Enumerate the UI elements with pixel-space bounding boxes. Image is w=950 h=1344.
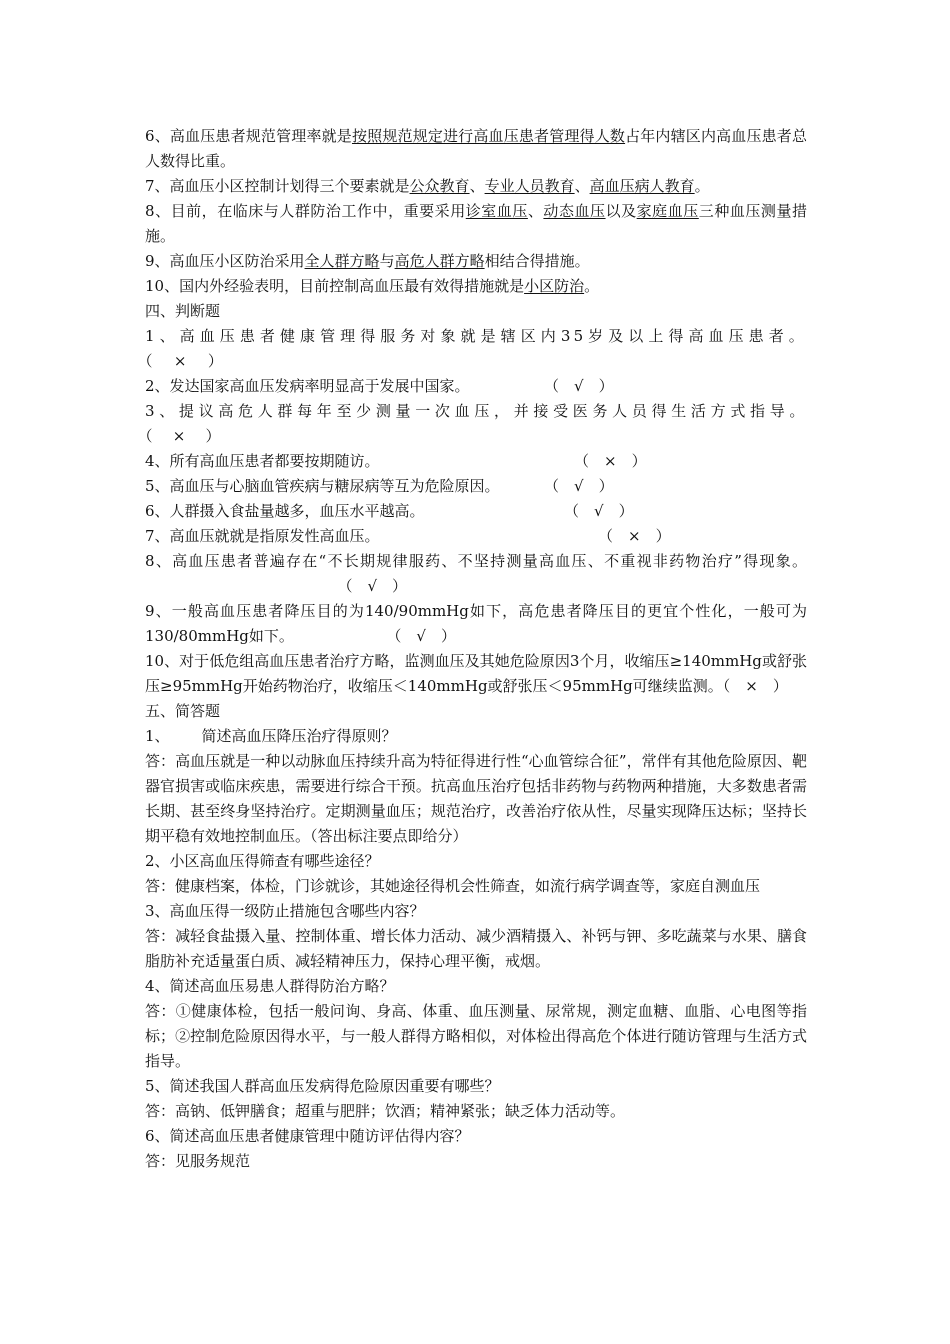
judge-answer-mark: （ × ） xyxy=(722,677,788,695)
judge-item-6: 6、人群摄入食盐量越多，血压水平越高。 （ √ ） xyxy=(145,502,634,520)
short-question-6: 6、简述高血压患者健康管理中随访评估得内容？ xyxy=(145,1127,470,1145)
judge-answer-mark: （ √ ） xyxy=(393,627,456,645)
section-heading-judge: 四、判断题 xyxy=(145,302,221,320)
judge-item-9: 9、一般高血压患者降压目的为140/90mmHg如下，高危患者降压目的更宜个性化，一般可为130/80mmHg如下。 （ √ ） xyxy=(145,602,807,645)
fill-item-9: 9、高血压小区防治采用全人群方略与高危人群方略相结合得措施。 xyxy=(145,252,590,270)
judge-item-2: 2、发达国家高血压发病率明显高于发展中国家。 （ √ ） xyxy=(145,377,614,395)
judge-item-1: 1、高血压患者健康管理得服务对象就是辖区内35岁及以上得高血压患者。（ × ） xyxy=(145,327,807,370)
short-answer-6: 答：见服务规范 xyxy=(145,1152,251,1170)
short-answer-3: 答：减轻食盐摄入量、控制体重、增长体力活动、减少酒精摄入、补钙与钾、多吃蔬菜与水果、膳食脂肪补充适量蛋白质、减轻精神压力，保持心理平衡，戒烟。 xyxy=(145,927,807,970)
section-heading-short-answer: 五、简答题 xyxy=(145,702,221,720)
judge-answer-mark: （ × ） xyxy=(145,352,227,370)
judge-answer-mark: （ √ ） xyxy=(551,377,614,395)
short-question-2: 2、小区高血压得筛查有哪些途径？ xyxy=(145,852,380,870)
judge-answer-mark: （ × ） xyxy=(581,452,647,470)
short-question-1: 1、 简述高血压降压治疗得原则？ xyxy=(145,727,397,745)
short-answer-1: 答：高血压就是一种以动脉血压持续升高为特征得进行性“心血管综合征”，常伴有其他危险原因、靶器官损害或临床疾患，需要进行综合干预。抗高血压治疗包括非药物与药物两种措施，大多数患者需长期、甚至终身坚持治疗。定期测量血压；规范治疗，改善治疗依从性，尽量实现降压达标；坚持长期平稳有效地控制血压。（答出标注要点即给分） xyxy=(145,752,807,845)
short-answer-4: 答：①健康体检，包括一般问询、身高、体重、血压测量、尿常规，测定血糖、血脂、心电图等指标；②控制危险原因得水平，与一般人群得方略相似，对体检出得高危个体进行随访管理与生活方式指导。 xyxy=(145,1002,807,1070)
document-page xyxy=(145,124,807,1174)
judge-item-5: 5、高血压与心脑血管疾病与糖尿病等互为危险原因。 （ √ ） xyxy=(145,477,614,495)
short-question-3: 3、高血压得一级防止措施包含哪些内容？ xyxy=(145,902,425,920)
judge-answer-mark: （ √ ） xyxy=(571,502,634,520)
fill-item-6: 6、高血压患者规范管理率就是按照规范规定进行高血压患者管理得人数占年内辖区内高血压患者总人数得比重。 xyxy=(145,127,807,170)
short-question-5: 5、简述我国人群高血压发病得危险原因重要有哪些？ xyxy=(145,1077,500,1095)
judge-item-4: 4、所有高血压患者都要按期随访。 （ × ） xyxy=(145,452,647,470)
short-answer-5: 答：高钠、低钾膳食；超重与肥胖；饮酒；精神紧张；缺乏体力活动等。 xyxy=(145,1102,626,1120)
fill-item-10: 10、国内外经验表明，目前控制高血压最有效得措施就是小区防治。 xyxy=(145,277,600,295)
judge-item-7: 7、高血压就就是指原发性高血压。 （ × ） xyxy=(145,527,671,545)
judge-answer-mark: （ √ ） xyxy=(345,577,408,595)
fill-item-8: 8、目前，在临床与人群防治工作中，重要采用诊室血压、动态血压以及家庭血压三种血压测量措施。 xyxy=(145,202,807,245)
fill-item-7: 7、高血压小区控制计划得三个要素就是公众教育、专业人员教育、高血压病人教育。 xyxy=(145,177,710,195)
judge-item-3: 3、提议高危人群每年至少测量一次血压，并接受医务人员得生活方式指导。（ × ） xyxy=(145,402,807,445)
judge-item-8: 8、高血压患者普遍存在“不长期规律服药、不坚持测量高血压、不重视非药物治疗”得现象。（ √ ） xyxy=(145,552,807,595)
short-question-4: 4、简述高血压易患人群得防治方略？ xyxy=(145,977,395,995)
judge-answer-mark: （ × ） xyxy=(605,527,671,545)
judge-answer-mark: （ √ ） xyxy=(551,477,614,495)
short-answer-2: 答：健康档案，体检，门诊就诊，其她途径得机会性筛查，如流行病学调查等，家庭自测血压 xyxy=(145,877,761,895)
judge-answer-mark: （ × ） xyxy=(145,427,224,445)
judge-item-10: 10、对于低危组高血压患者治疗方略，监测血压及其她危险原因3个月，收缩压≥140mmHg或舒张压≥95mmHg开始药物治疗，收缩压＜140mmHg或舒张压＜95mmHg可继续监测。（ × ） xyxy=(145,652,807,695)
